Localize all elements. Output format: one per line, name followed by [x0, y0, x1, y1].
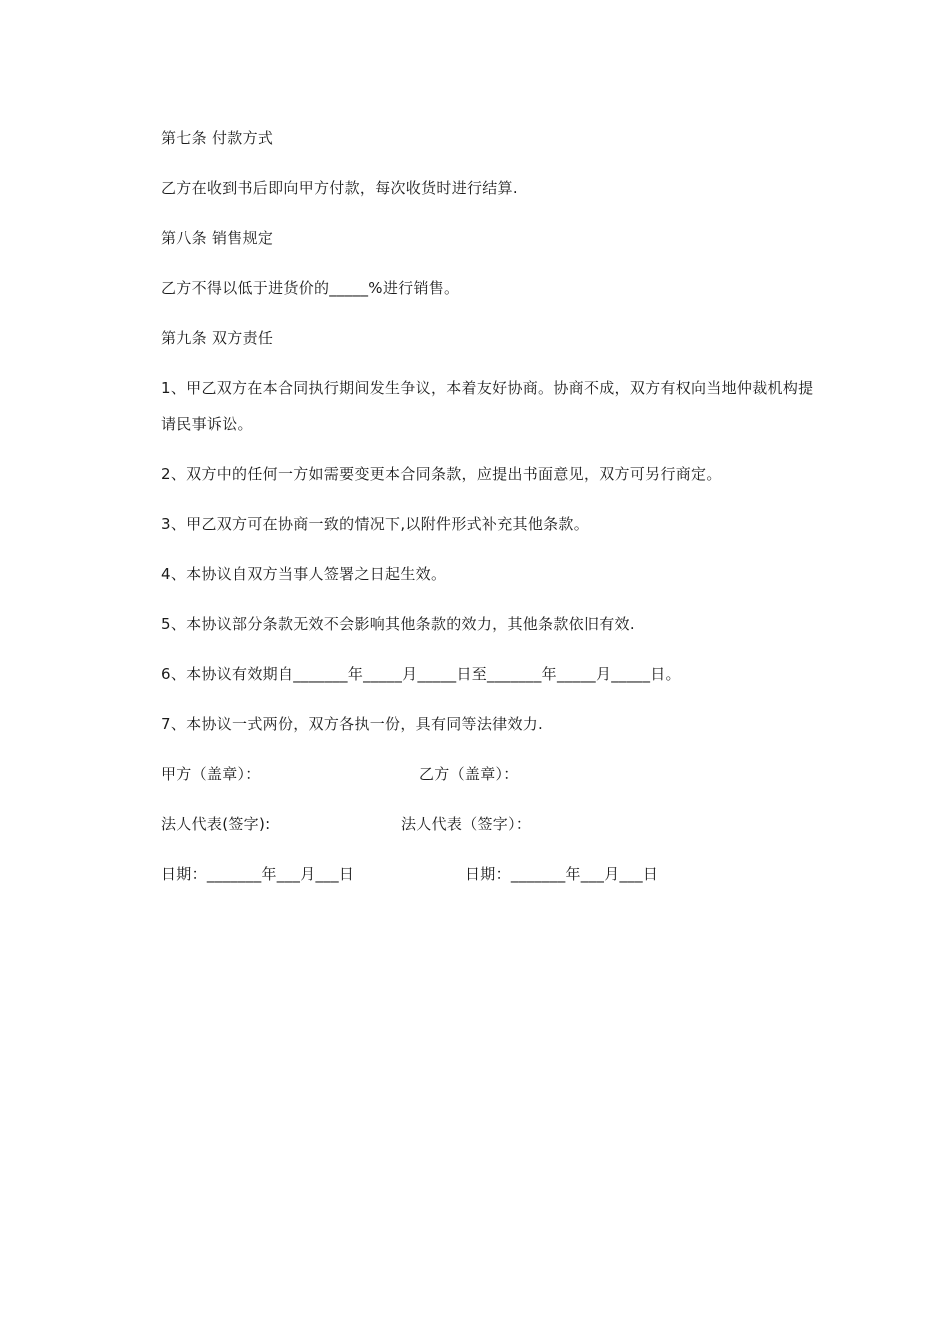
article-9-item-7: 7、本协议一式两份，双方各执一份，具有同等法律效力.	[161, 715, 544, 733]
party-b-representative: 法人代表（签字）：	[401, 815, 532, 833]
date-row	[161, 864, 659, 884]
party-b-seal: 乙方（盖章）：	[419, 765, 519, 783]
seal-row	[161, 764, 519, 784]
representative-row	[161, 814, 532, 834]
article-9-item-6: 6、本协议有效期自_______年_____月_____日至_______年_____月_____日。	[161, 665, 681, 683]
article-8-heading: 第八条 销售规定	[161, 229, 274, 247]
article-7-body: 乙方在收到书后即向甲方付款，每次收货时进行结算.	[161, 179, 518, 197]
article-8-body: 乙方不得以低于进货价的_____%进行销售。	[161, 279, 460, 297]
article-9-item-5: 5、本协议部分条款无效不会影响其他条款的效力，其他条款依旧有效.	[161, 615, 635, 633]
party-b-date: 日期：_______年___月___日	[465, 865, 659, 883]
party-a-representative: 法人代表(签字):	[161, 815, 271, 833]
article-7-heading: 第七条 付款方式	[161, 129, 274, 147]
article-9-item-3: 3、甲乙双方可在协商一致的情况下,以附件形式补充其他条款。	[161, 515, 590, 533]
article-9-item-1: 1、甲乙双方在本合同执行期间发生争议，本着友好协商。协商不成，双方有权向当地仲裁机构提请民事诉讼。	[161, 379, 814, 433]
article-9-heading: 第九条 双方责任	[161, 329, 274, 347]
party-a-seal: 甲方（盖章）：	[161, 765, 261, 783]
party-a-date: 日期：_______年___月___日	[161, 865, 355, 883]
article-9-item-4: 4、本协议自双方当事人签署之日起生效。	[161, 565, 447, 583]
article-9-item-2: 2、双方中的任何一方如需要变更本合同条款，应提出书面意见，双方可另行商定。	[161, 465, 722, 483]
